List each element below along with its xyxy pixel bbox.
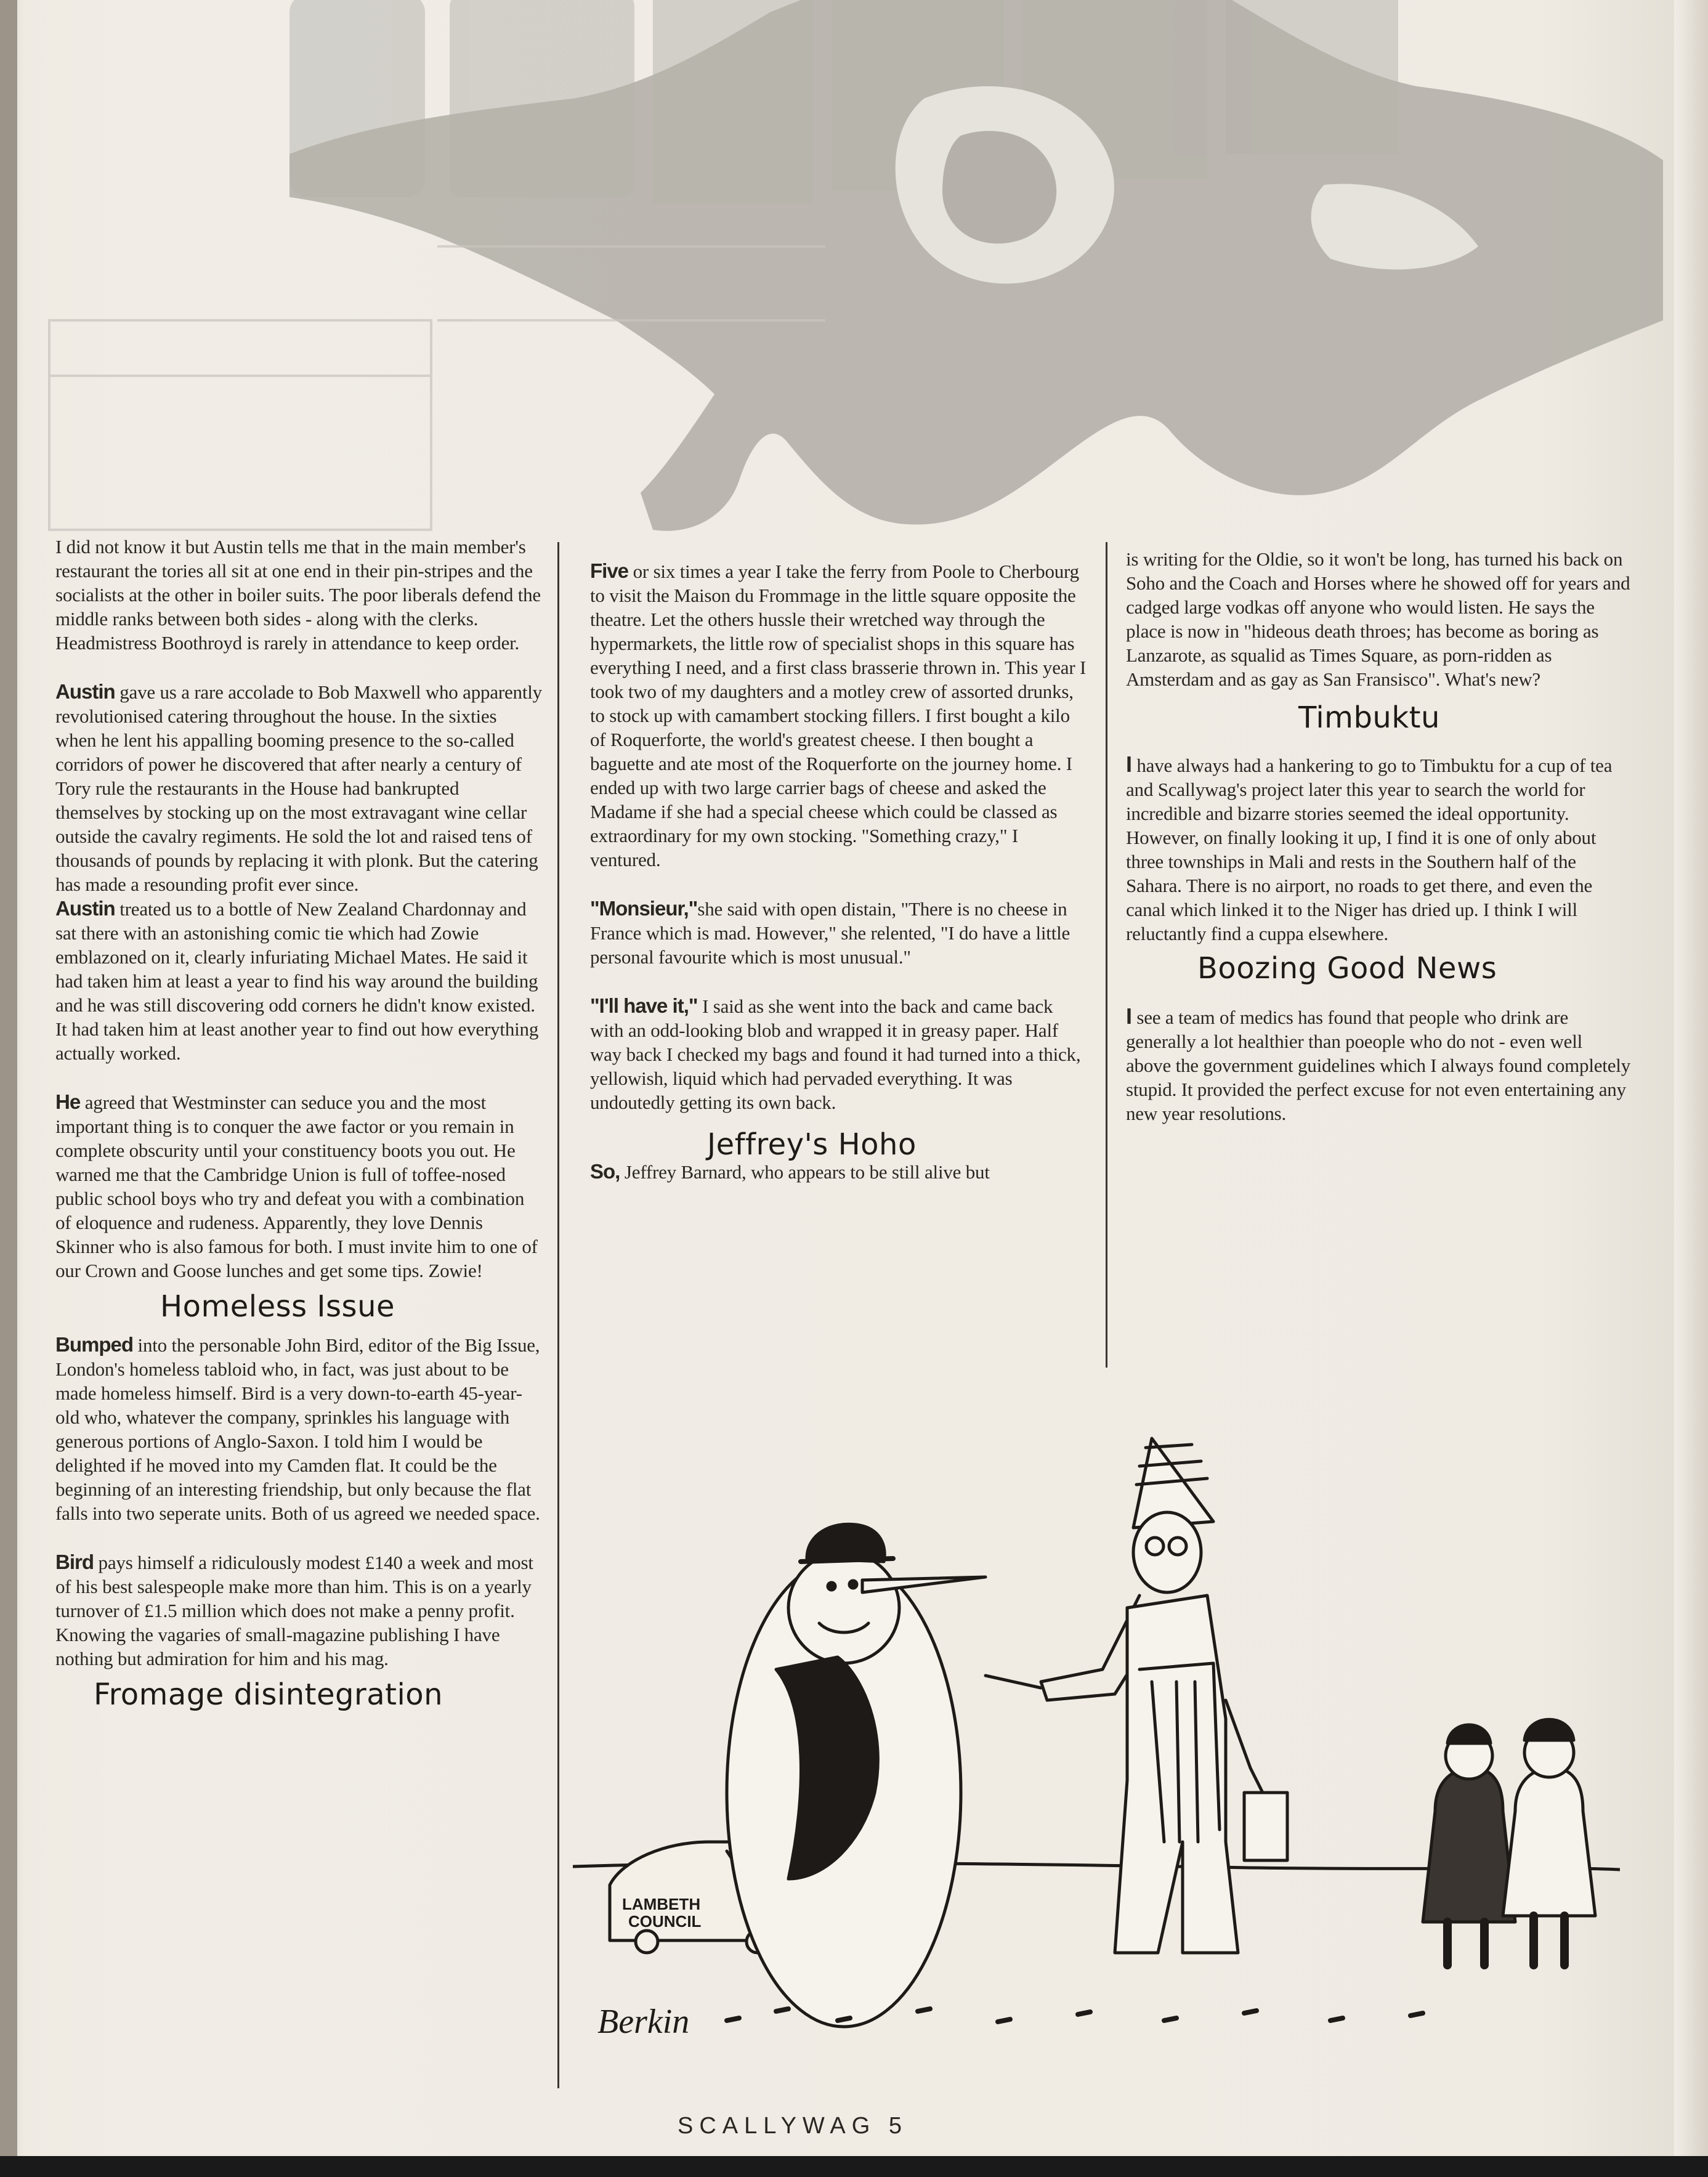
drop-cap: I bbox=[1126, 752, 1132, 777]
paragraph-text: I did not know it but Austin tells me that in the main member's restaurant the tories all sit at one end in their pin-stripes and the socialists at the other in boiler suits. The poor liberals defend the middle ranks between both sides - along with the clerks. Headmistress Boothroyd is rarely in attendance to keep order. bbox=[55, 536, 541, 654]
subheading-jeffreys-hoho: Jeffrey's Hoho bbox=[707, 1127, 917, 1162]
paragraph-text: pays himself a ridiculously modest £140 a week and most of his best salespeople make more than him. This is on a yearly turnover of £1.5 million which does not make a penny profit. Knowing the vagaries of small-magazine publishing I have nothing but admiration for him and his mag. bbox=[55, 1552, 533, 1669]
paragraph bbox=[55, 896, 542, 1065]
paragraph bbox=[590, 994, 1089, 1114]
paragraph-text: into the personable John Bird, editor of the Big Issue, London's homeless tabloid who, in fact, was just about to be made homeless himself. Bird is a very down-to-earth 45-year-old who, whatever the company, sprinkles his language with generous portions of Anglo-Saxon. I told him I would be delighted if he moved into my Camden flat. It could be the beginning of an interesting friendship, but only because the flat falls into two seperate units. Both of us agreed we needed space. bbox=[55, 1334, 540, 1524]
lead-word: Bumped bbox=[55, 1333, 133, 1356]
two-children bbox=[1423, 1719, 1595, 1965]
paragraph-text: or six times a year I take the ferry from Poole to Cherbourg to visit the Maison du Frommage in the little square opposite the theatre. Let the others hussle their wretched way through the hypermarkets, the little row of specialist shops in this square has everything I need, and a first class brasserie thrown in. This year I took two of my daughters and a motley crew of assorted drunks, to stock up with camambert stocking fillers. I first bought a kilo of Roquerforte, the world's greatest cheese. I then bought a baguette and ate most of the Roquerforte on the journey home. I ended up with two large carrier bags of cheese and asked the Madame if she had a special cheese which could be classed as extraordinary for my own stocking. "Something crazy," I ventured. bbox=[590, 561, 1087, 870]
paragraph bbox=[55, 679, 542, 896]
subheading-timbuktu: Timbuktu bbox=[1298, 700, 1440, 735]
paragraph-text: see a team of medics has found that people who drink are generally a lot healthier than poeople who do not - even well above the government guidelines which I always found completely stupid. It provided the perfect excuse for not even entertaining any new year resolutions. bbox=[1126, 1007, 1630, 1124]
lead-word: Austin bbox=[55, 680, 115, 703]
column-3 bbox=[1126, 547, 1631, 1150]
paragraph-text: gave us a rare accolade to Bob Maxwell who apparently revolutionised catering throughout the house. In the sixties when he lent his appalling booming presence to the so-called corridors of power he discovered that after nearly a century of Tory rule the restaurants in the House had bankrupted themselves by stocking up on the most extravagant wine cellar outside the cavalry regiments. He sold the lot and raised tens of thousands of pounds by replacing it with plonk. But the catering has made a resounding profit ever since. bbox=[55, 681, 542, 895]
paragraph bbox=[55, 535, 542, 655]
subheading-homeless-issue: Homeless Issue bbox=[160, 1289, 395, 1324]
paragraph-text: is writing for the Oldie, so it won't be long, has turned his back on Soho and the Coach and Horses where he showed off for years and cadged large vodkas off anyone who would listen. He says the place is now in "hideous death throes; has become as boring as Lanzarote, as squalid as Times Square, as porn-ridden as Amsterdam and as gay as San Fransisco". What's new? bbox=[1126, 548, 1630, 690]
van-label-line-1: LAMBETH bbox=[622, 1895, 701, 1913]
column-rule-1 bbox=[557, 542, 559, 2088]
subheading-boozing-good-news: Boozing Good News bbox=[1197, 951, 1497, 986]
paragraph bbox=[1126, 1004, 1631, 1125]
lead-word: He bbox=[55, 1090, 81, 1113]
lead-word: "I'll have it," bbox=[590, 994, 698, 1017]
paragraph-text: treated us to a bottle of New Zealand Chardonnay and sat there with an astonishing comic tie which had Zowie emblazoned on it, clearly infuriating Michael Mates. He said it had taken him at least a year to find his way around the building and he was still discovering odd corners he didn't know existed. It had taken him at least another year to find out how everything actually worked. bbox=[55, 898, 539, 1064]
paragraph bbox=[55, 1550, 542, 1671]
paragraph bbox=[55, 1090, 542, 1283]
snowman bbox=[727, 1524, 986, 2027]
page-bottom-edge bbox=[0, 2156, 1708, 2177]
background-artwork bbox=[0, 0, 1708, 542]
drop-cap: I bbox=[1126, 1003, 1132, 1029]
paragraph bbox=[590, 1159, 1089, 1184]
paragraph bbox=[590, 559, 1089, 872]
paragraph bbox=[590, 896, 1089, 969]
paragraph-text: Jeffrey Barnard, who appears to be still alive but bbox=[620, 1161, 990, 1183]
painter-man bbox=[986, 1438, 1287, 1953]
paragraph bbox=[55, 1332, 542, 1525]
lead-word: "Monsieur," bbox=[590, 897, 698, 920]
column-2 bbox=[590, 559, 1089, 1209]
paragraph-text: I said as she went into the back and came back with an odd-looking blob and wrapped it in greasy paper. Half way back I checked my bags and found it had turned into a thick, yellowish, liquid which had pervaded everything. It was undoutedly getting its own back. bbox=[590, 995, 1081, 1113]
page-footer: SCALLYWAG 5 bbox=[678, 2113, 908, 2139]
column-1 bbox=[55, 535, 542, 1712]
lead-word: So, bbox=[590, 1160, 620, 1183]
lead-word: Bird bbox=[55, 1551, 94, 1573]
paragraph-text: have always had a hankering to go to Timbuktu for a cup of tea and Scallywag's project later this year to search the world for incredible and bizarre stories seemed the ideal opportunity. However, on finally looking it up, I find it is one of only about three townships in Mali and rests in the Southern half of the Sahara. There is no airport, no roads to get there, and even the canal which linked it to the Niger has dried up. I think I will reluctantly find a cuppa elsewhere. bbox=[1126, 755, 1613, 944]
lead-word: Austin bbox=[55, 897, 115, 920]
column-rule-2 bbox=[1106, 542, 1107, 1368]
paragraph-text: she said with open distain, "There is no cheese in France which is mad. However," she relented, "I do have a little personal favourite which is most unusual." bbox=[590, 898, 1071, 968]
artist-signature: Berkin bbox=[597, 2003, 690, 2041]
cartoon-illustration bbox=[573, 1411, 1620, 2064]
paragraph bbox=[1126, 547, 1631, 691]
paragraph-text: agreed that Westminster can seduce you and the most important thing is to conquer the awe factor or you remain in complete obscurity until your constituency boots you out. He warned me that the Cambridge Union is full of toffee-nosed public school boys who try and defeat you with a combination of eloquence and rudeness. Apparently, they love Dennis Skinner who is also famous for both. I must invite him to one of our Crown and Goose lunches and get some tips. Zowie! bbox=[55, 1092, 538, 1281]
lead-word: Five bbox=[590, 559, 629, 582]
van-label-line-2: COUNCIL bbox=[628, 1912, 702, 1931]
subheading-fromage-disintegration: Fromage disintegration bbox=[94, 1677, 443, 1712]
paragraph bbox=[1126, 752, 1631, 946]
